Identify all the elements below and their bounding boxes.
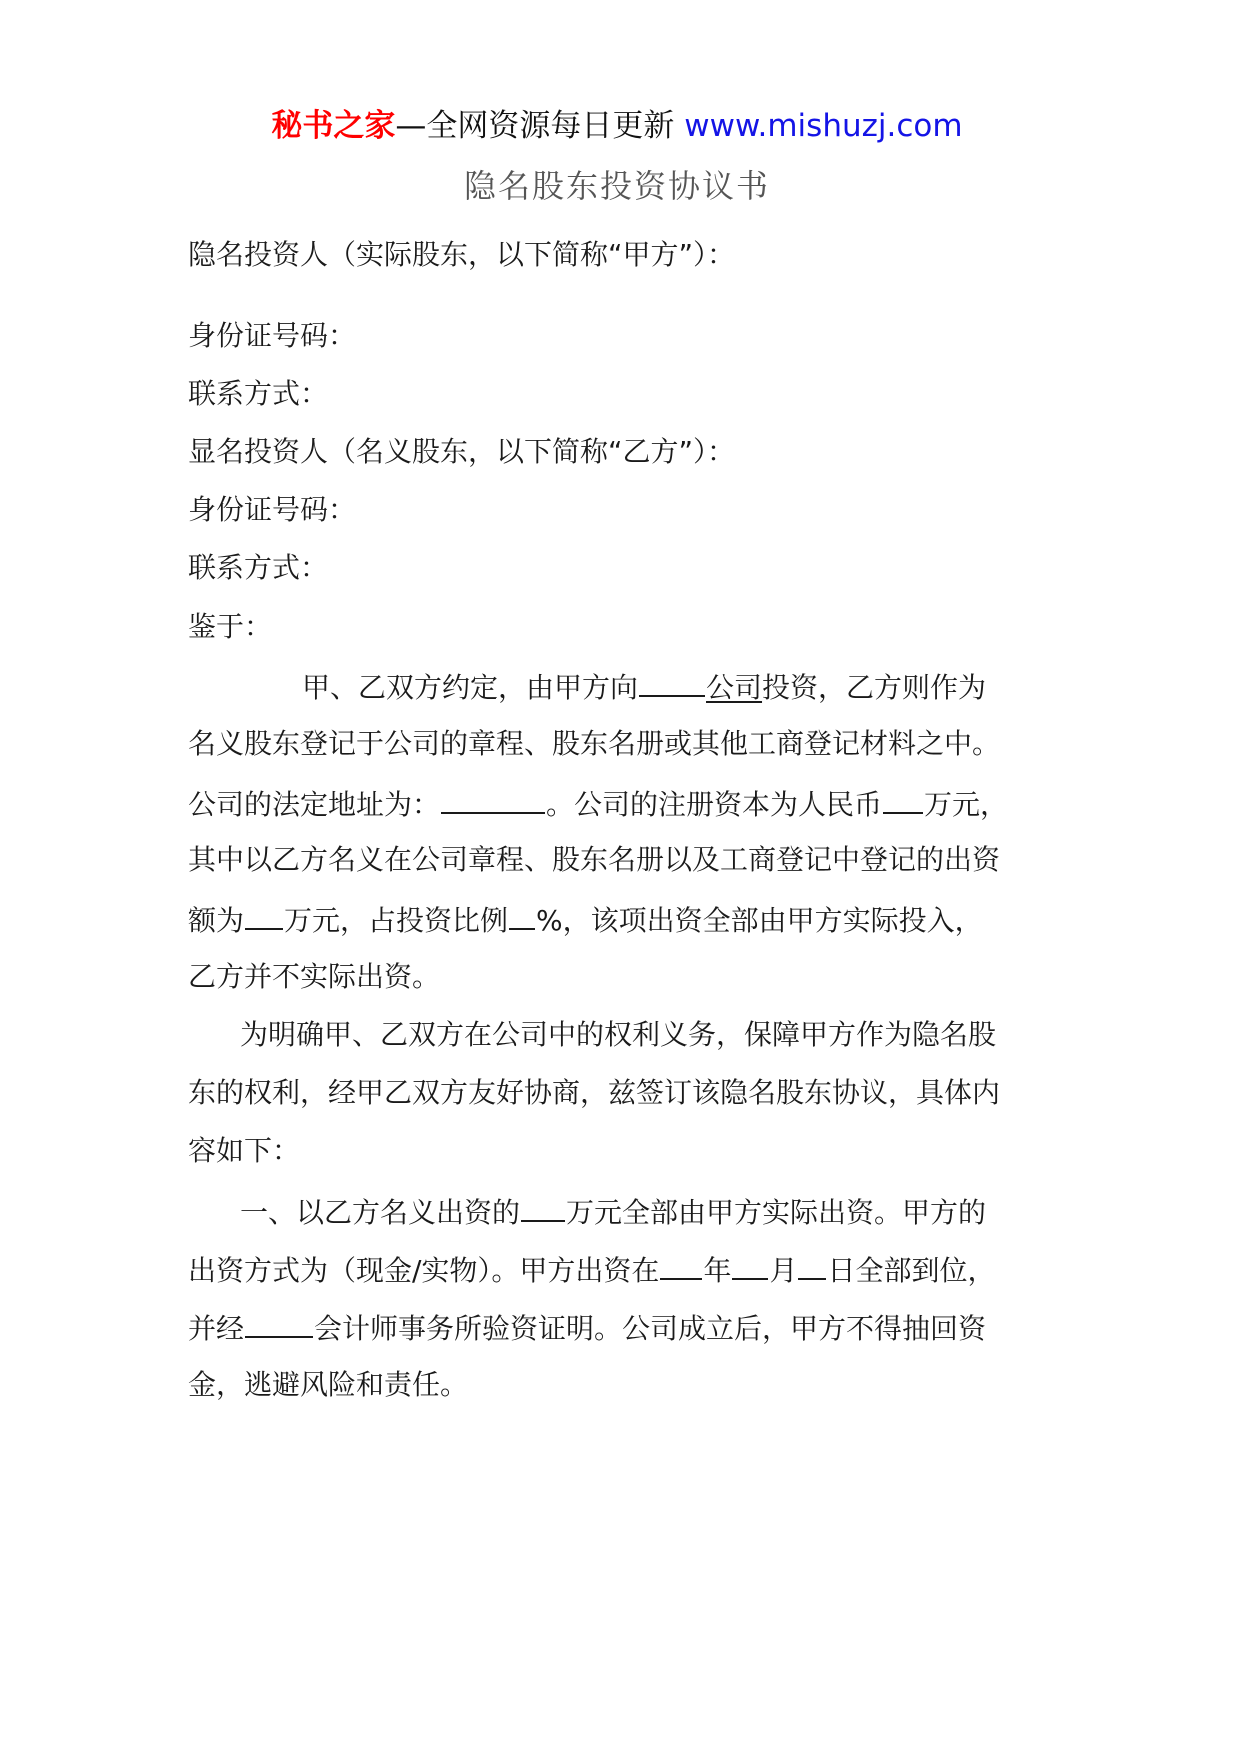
- p1-text: 投资，乙方则作为: [762, 671, 987, 704]
- c1-text: 万元全部由甲方实际出资。甲方的: [566, 1196, 987, 1229]
- c1-text: 会计师事务所验资证明。公司成立后，甲方不得抽回资: [314, 1312, 987, 1345]
- c1-text: 日全部到位，: [827, 1254, 996, 1287]
- paragraph-1-line-2: 名义股东登记于公司的章程、股东名册或其他工商登记材料之中。: [188, 727, 1001, 760]
- p1-text: 甲、乙双方约定，由甲方向: [302, 671, 639, 704]
- paragraph-2-line-1: 为明确甲、乙双方在公司中的权利义务，保障甲方作为隐名股: [240, 1018, 997, 1051]
- accounting-firm-blank: [245, 1306, 313, 1338]
- month-blank: [732, 1248, 768, 1280]
- brand-name: 秘书之家: [271, 108, 396, 144]
- party-a-id-line: 身份证号码：: [188, 319, 357, 352]
- c1-text: 月: [769, 1254, 798, 1287]
- company-blank: [639, 665, 705, 697]
- document-title: 隐名股东投资协议书: [463, 167, 770, 205]
- paragraph-1-line-6: 乙方并不实际出资。: [188, 960, 441, 993]
- c1-text: 并经: [188, 1312, 245, 1345]
- day-blank: [798, 1248, 826, 1280]
- site-header: [0, 104, 1234, 148]
- clause-1-line-3: [188, 1306, 1068, 1349]
- p1-company-word: 公司: [706, 671, 763, 704]
- paragraph-1-line-1: [188, 665, 1182, 708]
- paragraph-1-line-4: 其中以乙方名义在公司章程、股东名册以及工商登记中登记的出资: [188, 843, 1001, 876]
- clause-amount-blank: [521, 1190, 565, 1222]
- clause-1-line-4: 金，逃避风险和责任。: [188, 1368, 469, 1401]
- p1-text: 。公司的注册资本为人民币: [546, 788, 883, 821]
- p1-text: 公司的法定地址为：: [188, 788, 441, 821]
- c1-text: 年: [703, 1254, 732, 1287]
- contribution-amount-blank: [245, 898, 283, 930]
- party-b-contact-line: 联系方式：: [188, 551, 329, 584]
- registered-capital-blank: [883, 782, 923, 814]
- address-blank: [441, 782, 545, 814]
- whereas-heading: 鉴于：: [188, 610, 273, 643]
- clause-1-line-2: [188, 1248, 1068, 1291]
- c1-text: 一、以乙方名义出资的: [240, 1196, 521, 1229]
- p1-text: 万元，占投资比例: [284, 904, 509, 937]
- header-tagline: —全网资源每日更新: [395, 108, 685, 144]
- investment-ratio-blank: [509, 898, 535, 930]
- paragraph-2-line-3: 容如下：: [188, 1134, 301, 1167]
- party-a-contact-line: 联系方式：: [188, 377, 329, 410]
- p1-text: 万元，: [924, 788, 1009, 821]
- p1-text: 额为: [188, 904, 245, 937]
- year-blank: [660, 1248, 702, 1280]
- paragraph-1-line-3: [188, 782, 1068, 825]
- paragraph-2-line-2: 东的权利，经甲乙双方友好协商，兹签订该隐名股东协议，具体内: [188, 1076, 1001, 1109]
- paragraph-1-line-5: [188, 898, 1068, 941]
- hidden-investor-line: 隐名投资人（实际股东，以下简称“甲方”）：: [188, 238, 736, 271]
- p1-text: %，该项出资全部由甲方实际投入，: [536, 904, 983, 937]
- site-url-link[interactable]: www.mishuzj.com: [684, 108, 963, 144]
- c1-text: 出资方式为（现金/实物）。甲方出资在: [188, 1254, 660, 1287]
- nominal-investor-line: 显名投资人（名义股东，以下简称“乙方”）：: [188, 435, 736, 468]
- party-b-id-line: 身份证号码：: [188, 493, 357, 526]
- clause-1-line-1: [188, 1190, 1120, 1233]
